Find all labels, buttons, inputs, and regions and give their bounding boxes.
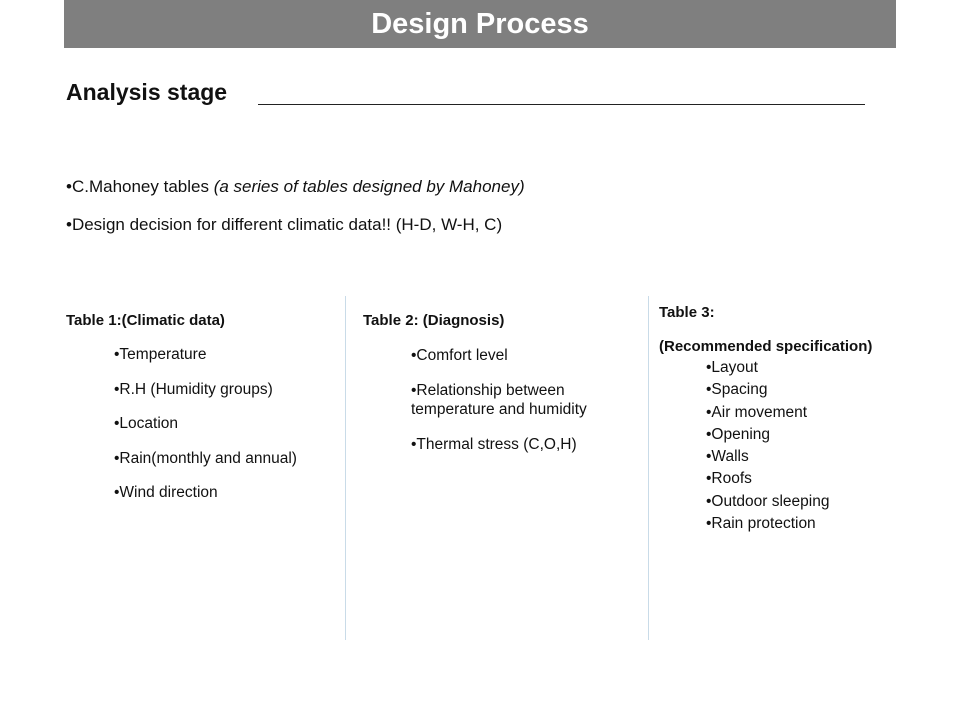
table3-title: Table 3: xyxy=(659,304,715,321)
intro-bullet-mahoney xyxy=(66,177,525,197)
list-item: •Roofs xyxy=(706,470,752,488)
table3-list xyxy=(706,357,906,535)
column-divider xyxy=(648,296,649,640)
list-item: •Thermal stress (C,O,H) xyxy=(411,436,577,453)
list-item: •Rain(monthly and annual) xyxy=(114,449,297,467)
intro-bullet-note: (a series of tables designed by Mahoney) xyxy=(213,177,525,196)
column-divider xyxy=(345,296,346,640)
list-item: •Air movement xyxy=(706,403,808,421)
list-item: •Wind direction xyxy=(114,484,218,501)
list-item: •Outdoor sleeping xyxy=(706,492,830,510)
list-item: •Temperature xyxy=(114,346,207,363)
table2-title: Table 2: (Diagnosis) xyxy=(363,312,505,329)
intro-bullet-design-decision xyxy=(66,215,502,235)
table3-subtitle: (Recommended specification) xyxy=(659,338,873,355)
intro-bullet-text: •C.Mahoney tables xyxy=(66,177,214,196)
list-item: •Walls xyxy=(706,448,749,466)
section-heading: Analysis stage xyxy=(66,79,228,105)
slide-title-bar xyxy=(64,0,896,48)
section-underline xyxy=(258,104,865,105)
list-item: •Opening xyxy=(706,425,771,443)
list-item: •Spacing xyxy=(706,381,768,399)
table2-list xyxy=(411,346,636,470)
list-item: •Layout xyxy=(706,359,758,376)
list-item: •Rain protection xyxy=(706,515,816,533)
intro-bullet-text: •Design decision for different climatic data!! (H-D, W-H, C) xyxy=(66,215,503,234)
table1-list xyxy=(114,346,344,519)
list-item: •R.H (Humidity groups) xyxy=(114,380,273,398)
list-item: •Relationship between temperature and humidity xyxy=(411,382,587,418)
slide-title: Design Process xyxy=(371,7,589,40)
table1-title: Table 1:(Climatic data) xyxy=(66,312,225,329)
list-item: •Comfort level xyxy=(411,347,508,364)
list-item: •Location xyxy=(114,415,179,432)
